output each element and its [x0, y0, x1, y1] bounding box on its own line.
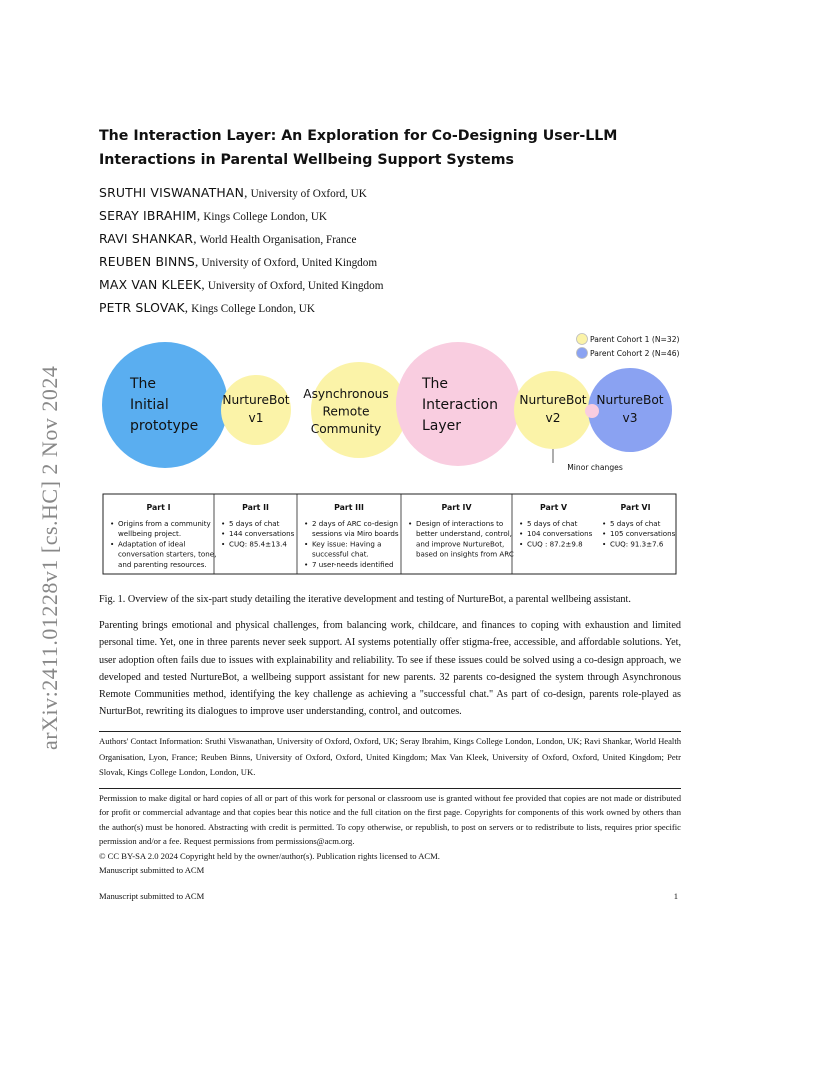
part-bullet-text: and improve NurtureBot,	[416, 539, 505, 549]
part-bullet-text: 104 conversations	[527, 529, 593, 539]
bullet: •	[304, 519, 309, 528]
bullet: •	[602, 529, 607, 539]
part-bullet-text: successful chat.	[312, 549, 369, 559]
legend-label: Parent Cohort 2 (N=46)	[590, 349, 680, 358]
bullet: •	[304, 539, 309, 549]
author-affiliation: University of Oxford, United Kingdom	[201, 257, 378, 269]
part-bullet-text: and parenting resources.	[118, 559, 207, 569]
author: PETR SLOVAK, Kings College London, UK	[99, 300, 315, 315]
part-bullet-text: 5 days of chat	[527, 519, 578, 528]
part-bullet-text: wellbeing project.	[118, 529, 182, 539]
stage-label: v1	[248, 411, 264, 425]
study-overview-figure	[95, 330, 685, 580]
divider	[99, 788, 681, 789]
stage-label: v3	[622, 411, 638, 425]
paper-title: The Interaction Layer: An Exploration for Co-Designing User-LLM Interactions in Parental Wellbeing Support Systems	[99, 128, 618, 168]
bullet: •	[221, 519, 226, 528]
arxiv-stamp	[10, 290, 64, 750]
part-bullet-text: CUQ: 85.4±13.4	[229, 539, 287, 549]
part-title: Part V	[539, 503, 568, 512]
bullet: •	[519, 519, 524, 528]
bullet: •	[110, 539, 115, 549]
stage-label: NurtureBot	[222, 393, 290, 407]
stage-circle	[514, 371, 592, 449]
part-bullet-text: better understand, control,	[416, 529, 512, 539]
bullet: •	[408, 519, 413, 528]
stage-circle	[221, 375, 291, 445]
stage-label: v2	[545, 411, 561, 425]
legend-swatch	[577, 348, 588, 359]
part-bullet-text: CUQ : 87.2±9.8	[527, 539, 583, 549]
stage-label: Community	[310, 422, 382, 436]
part-bullet-text: Origins from a community	[118, 519, 211, 528]
part-bullet-text: 2 days of ARC co-design	[312, 519, 398, 528]
part-bullet-text: 5 days of chat	[610, 519, 661, 528]
part-title: Part III	[334, 503, 364, 512]
divider	[99, 731, 681, 732]
part-title: Part IV	[441, 503, 472, 512]
part-title: Part I	[146, 503, 171, 512]
permission-block	[99, 791, 681, 877]
arxiv-stamp-text: arXiv:2411.01228v1 [cs.HC] 2 Nov 2024	[37, 365, 62, 750]
author: SERAY IBRAHIM, Kings College London, UK	[99, 208, 328, 223]
manuscript-note: Manuscript submitted to ACM	[99, 865, 205, 876]
page-footer	[99, 891, 681, 901]
part-bullet-text: 5 days of chat	[229, 519, 280, 528]
author-affiliation: World Health Organisation, France	[199, 234, 357, 246]
bullet: •	[110, 519, 115, 528]
minor-changes-label: Minor changes	[567, 463, 623, 472]
bullet: •	[602, 519, 607, 528]
abstract: Parenting brings emotional and physical challenges, from balancing work, childcare, and finances to coping with exhaustion and limited personal time. Yet, one in three parents never seek support. AI systems potentially offer stigma-free, accessible, and affordable solutions. Yet, user adoption often fails due to issues with explainability and reliability. To see if these issues could be solved using a co-design approach, we developed and tested NurtureBot, a wellbeing support assistant for new parents. 32 parents co-designed the system through Asynchronous Remote Communities method, identifying the key challenge as achieving a "successful chat." As part of co-design, parents role-played as NurturBot, rewriting its dialogues to improve user understanding, control, and outcomes.	[99, 620, 681, 718]
stage-label: Layer	[422, 418, 462, 434]
permission-text: Permission to make digital or hard copies of all or part of this work for personal or classroom use is granted without fee provided that copies are not made or distributed for profit or commercial advantage and that copies bear this notice and the full citation on the first page. Copyrights for components of this work owned by others than the author(s) must be honored. Abstracting with credit is permitted. To copy otherwise, or republish, to post on servers or to redistribute to lists, requires prior specific permission and/or a fee. Request permissions from permissions@acm.org.	[99, 793, 681, 847]
figure-caption: Fig. 1. Overview of the six-part study detailing the iterative development and testing of NurtureBot, a parental wellbeing assistant.	[99, 594, 631, 605]
part-title: Part II	[242, 503, 269, 512]
part-bullet-text: Key issue: Having a	[312, 539, 382, 549]
author-affiliation: University of Oxford, United Kingdom	[207, 280, 384, 292]
part-bullet-text: CUQ: 91.3±7.6	[610, 539, 664, 549]
author: MAX VAN KLEEK, University of Oxford, United Kingdom	[99, 277, 384, 292]
part-bullet-text: 144 conversations	[229, 529, 295, 539]
part-bullet-text: Adaptation of ideal	[118, 539, 186, 549]
stage-circle	[588, 368, 672, 452]
footer-left: Manuscript submitted to ACM	[99, 891, 205, 901]
part-bullet-text: Design of interactions to	[416, 519, 504, 528]
stage-label: prototype	[130, 418, 199, 434]
part-title: Part VI	[620, 503, 651, 512]
stage-label: Initial	[130, 397, 169, 413]
bullet: •	[221, 529, 226, 539]
stage-label: The	[422, 376, 449, 392]
stage-label: The	[130, 376, 157, 392]
author-name: PETR SLOVAK	[99, 300, 185, 315]
author: REUBEN BINNS, University of Oxford, United Kingdom	[99, 254, 378, 269]
author-name: REUBEN BINNS	[99, 254, 196, 269]
stage-label: NurtureBot	[519, 393, 587, 407]
bullet: •	[519, 529, 524, 539]
legend-swatch	[577, 334, 588, 345]
author: SRUTHI VISWANATHAN, University of Oxford, UK	[99, 185, 367, 200]
bullet: •	[304, 559, 309, 569]
bullet: •	[602, 539, 607, 549]
author: RAVI SHANKAR, World Health Organisation, France	[99, 231, 357, 246]
stage-label: Interaction	[422, 397, 498, 413]
page-number: 1	[673, 891, 678, 901]
stage-label: Remote	[322, 404, 370, 419]
part-bullet-text: sessions via Miro boards	[312, 529, 399, 539]
part-bullet-text: 7 user-needs identified	[312, 559, 394, 569]
author-list	[99, 182, 383, 320]
author-affiliation: University of Oxford, UK	[250, 188, 367, 200]
stage-label: NurtureBot	[596, 393, 664, 407]
author-affiliation: Kings College London, UK	[203, 211, 328, 223]
contact-information: Authors' Contact Information: Sruthi Viswanathan, University of Oxford, Oxford, UK; Seray Ibrahim, Kings College London, London, UK; Ravi Shankar, World Health Organisation, Lyon, France; Reuben Binns, University of Oxford, Oxford, United Kingdom; Max Van Kleek, University of Oxford, Oxford, United Kingdom; Petr Slovak, Kings College London, London, UK.	[99, 736, 681, 778]
legend-label: Parent Cohort 1 (N=32)	[590, 335, 680, 344]
author-affiliation: Kings College London, UK	[191, 303, 315, 315]
bullet: •	[221, 539, 226, 549]
author-name: SERAY IBRAHIM	[99, 208, 197, 223]
copyright-line: © CC BY-SA 2.0 2024 Copyright held by the owner/author(s). Publication rights licensed to ACM.	[99, 850, 440, 861]
part-bullet-text: 105 conversations	[610, 529, 676, 539]
stage-label: Asynchronous	[303, 387, 389, 401]
part-bullet-text: conversation starters, tone,	[118, 549, 217, 559]
part-bullet-text: based on insights from ARC	[416, 549, 514, 559]
author-name: MAX VAN KLEEK	[99, 277, 202, 292]
author-name: RAVI SHANKAR	[99, 231, 194, 246]
author-name: SRUTHI VISWANATHAN	[99, 185, 245, 200]
bullet: •	[519, 539, 524, 549]
